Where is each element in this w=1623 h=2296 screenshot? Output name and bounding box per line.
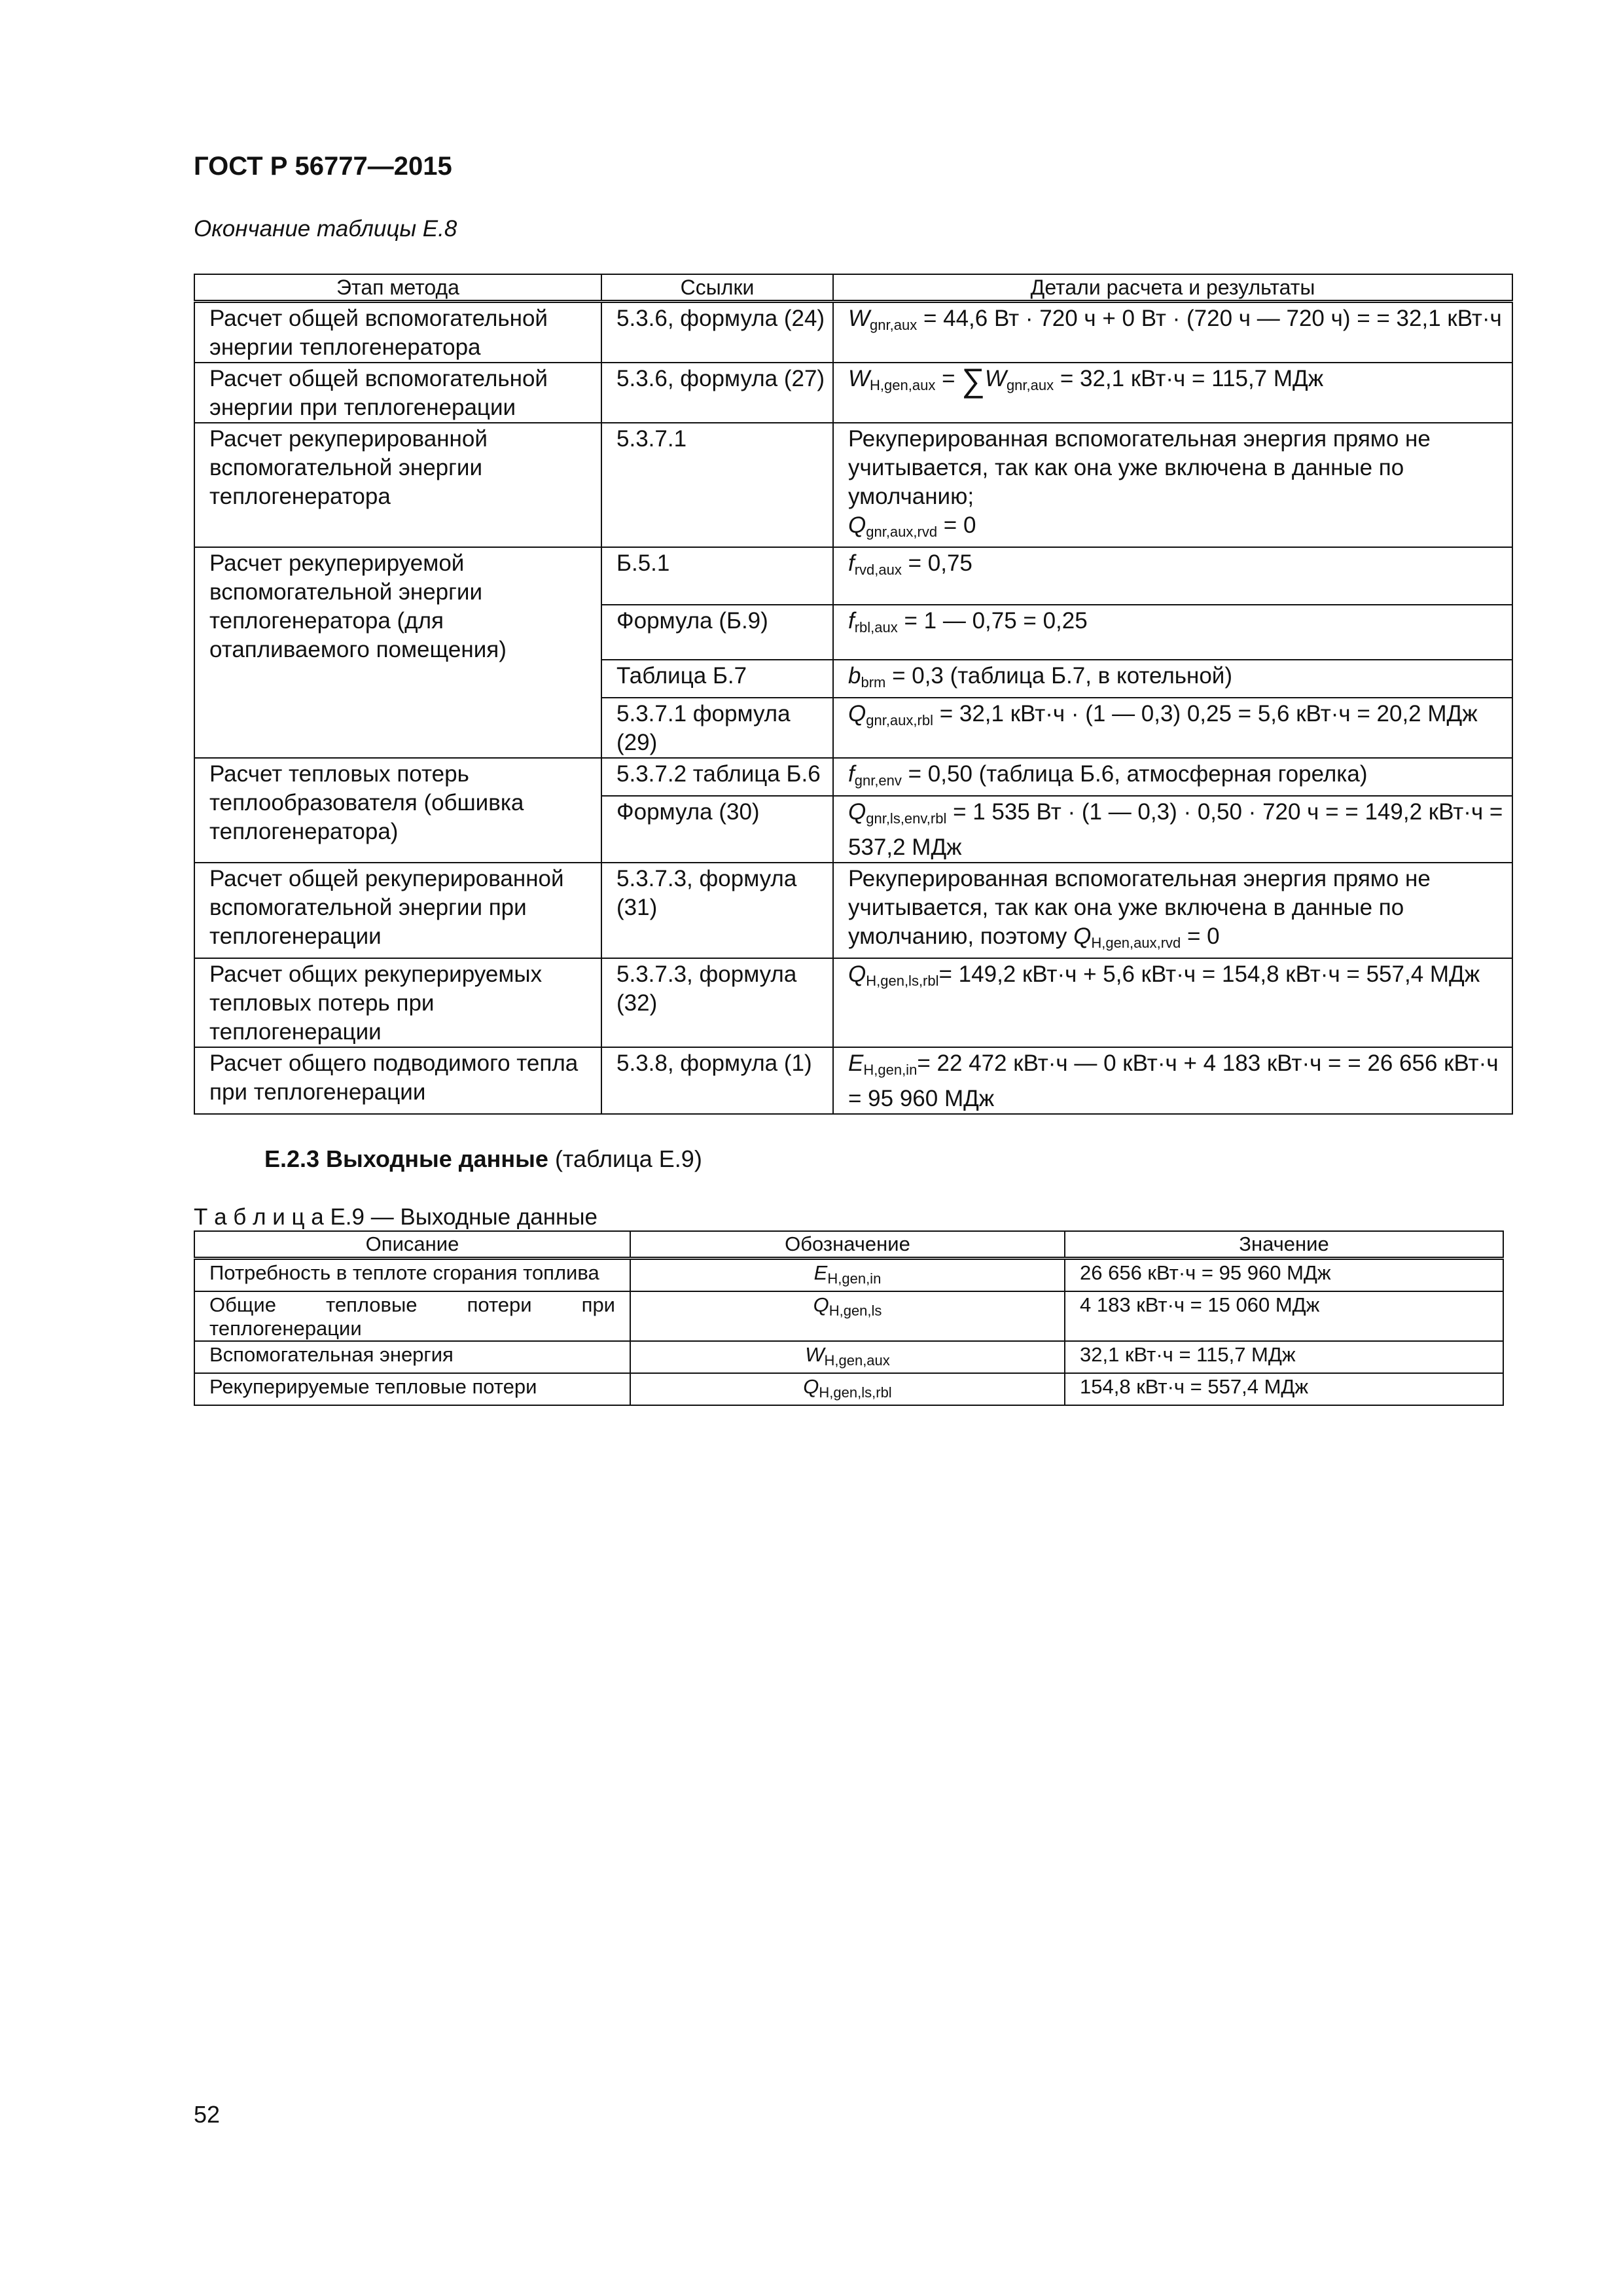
formula-subscript: gnr,aux,rbl	[866, 712, 933, 728]
details-cell	[833, 758, 1512, 796]
designation-cell	[630, 1259, 1065, 1292]
stage-cell: Расчет общих рекуперируемых тепловых потерь при теплогенерации	[194, 958, 601, 1047]
stage-cell: Расчет общей рекуперированной вспомогательной энергии при теплогенерации	[194, 863, 601, 958]
formula-symbol: Q	[803, 1375, 819, 1398]
table-row	[194, 363, 1512, 423]
ref-cell: 5.3.6, формула (24)	[601, 302, 833, 363]
formula-text: = 0,50 (таблица Б.6, атмосферная горелка)	[901, 761, 1368, 787]
table-row	[194, 958, 1512, 1047]
formula-text: = 149,2 кВт·ч + 5,6 кВт·ч = 154,8 кВт·ч = 557,4 МДж	[938, 961, 1480, 987]
details-cell	[833, 547, 1512, 605]
table-row	[194, 1047, 1512, 1114]
formula-symbol: E	[848, 1050, 864, 1076]
formula-symbol: E	[813, 1261, 828, 1284]
formula-symbol: W	[805, 1343, 825, 1366]
column-header-refs: Ссылки	[601, 274, 833, 302]
ref-cell: 5.3.7.3, формула (32)	[601, 958, 833, 1047]
details-cell	[833, 1047, 1512, 1114]
formula-text: = 0	[937, 512, 976, 538]
table-caption: Т а б л и ц а Е.9 — Выходные данные	[194, 1204, 597, 1230]
description-cell: Потребность в теплоте сгорания топлива	[194, 1259, 630, 1292]
value-cell: 4 183 кВт·ч = 15 060 МДж	[1065, 1291, 1503, 1341]
description-cell: Рекуперируемые тепловые потери	[194, 1373, 630, 1405]
formula-subscript: gnr,aux,rvd	[866, 524, 938, 540]
formula-symbol: W	[984, 366, 1007, 391]
details-cell	[833, 958, 1512, 1047]
formula-subscript: rbl,aux	[854, 619, 898, 636]
document-header: ГОСТ Р 56777—2015	[194, 152, 452, 181]
details-cell	[833, 605, 1512, 660]
formula-text: = 0	[1181, 924, 1220, 949]
stage-cell: Расчет общей вспомогательной энергии теплогенератора	[194, 302, 601, 363]
details-text: Рекуперированная вспомогательная энергия прямо не учитывается, так как она уже включена в данные по умолчанию;	[848, 426, 1431, 509]
designation-cell	[630, 1291, 1065, 1341]
table-continuation-label: Окончание таблицы Е.8	[194, 216, 457, 242]
designation-cell	[630, 1341, 1065, 1373]
column-header-description: Описание	[194, 1231, 630, 1259]
value-cell: 32,1 кВт·ч = 115,7 МДж	[1065, 1341, 1503, 1373]
stage-cell: Расчет общей вспомогательной энергии при теплогенерации	[194, 363, 601, 423]
formula-symbol: W	[848, 366, 870, 391]
formula-symbol: Q	[813, 1293, 829, 1316]
formula-subscript: rvd,aux	[854, 562, 902, 578]
ref-cell: 5.3.7.1	[601, 423, 833, 547]
details-cell	[833, 660, 1512, 698]
formula-subscript: H,gen,ls,rbl	[866, 973, 939, 989]
formula-subscript: gnr,aux	[870, 317, 918, 333]
table-row	[194, 1373, 1503, 1405]
table-row	[194, 1291, 1503, 1341]
formula-text: = 44,6 Вт · 720 ч + 0 Вт · (720 ч — 720 ч) = = 32,1 кВт·ч	[917, 306, 1502, 331]
details-cell	[833, 863, 1512, 958]
value-cell: 26 656 кВт·ч = 95 960 МДж	[1065, 1259, 1503, 1292]
section-heading	[264, 1145, 702, 1173]
table-row	[194, 863, 1512, 958]
formula-text: = 22 472 кВт·ч — 0 кВт·ч + 4 183 кВт·ч = = 26 656 кВт·ч = 95 960 МДж	[848, 1050, 1499, 1111]
table-row	[194, 423, 1512, 547]
ref-cell: 5.3.7.3, формула (31)	[601, 863, 833, 958]
formula-symbol: Q	[848, 701, 866, 726]
formula-symbol: Q	[848, 799, 866, 825]
sum-symbol: ∑	[961, 362, 985, 399]
formula-symbol: f	[848, 761, 855, 787]
designation-cell	[630, 1373, 1065, 1405]
formula-symbol: Q	[848, 512, 866, 538]
formula-subscript: gnr,aux	[1006, 377, 1054, 393]
details-cell	[833, 302, 1512, 363]
ref-cell: 5.3.8, формула (1)	[601, 1047, 833, 1114]
formula-subscript: brm	[861, 674, 886, 691]
stage-cell: Расчет общего подводимого тепла при теплогенерации	[194, 1047, 601, 1114]
stage-cell: Расчет тепловых потерь теплообразователя (обшивка теплогенератора)	[194, 758, 601, 863]
table-row	[194, 547, 1512, 605]
ref-cell: 5.3.7.2 таблица Б.6	[601, 758, 833, 796]
formula-subscript: gnr,env	[854, 772, 902, 789]
formula-text: = 0,75	[901, 550, 972, 576]
description-cell: Общие тепловые потери при теплогенерации	[194, 1291, 630, 1341]
formula-symbol: Q	[848, 961, 866, 987]
ref-cell: 5.3.6, формула (27)	[601, 363, 833, 423]
formula-subscript: H,gen,aux,rvd	[1091, 935, 1181, 951]
formula-symbol: f	[848, 608, 855, 634]
column-header-value: Значение	[1065, 1231, 1503, 1259]
table-header-row	[194, 1231, 1503, 1259]
formula-subscript: H,gen,in	[863, 1062, 918, 1078]
ref-cell: Б.5.1	[601, 547, 833, 605]
table-row	[194, 1341, 1503, 1373]
stage-cell: Расчет рекуперируемой вспомогательной энергии теплогенератора (для отапливаемого помещения)	[194, 547, 601, 758]
formula-subscript: H,gen,in	[827, 1270, 882, 1287]
ref-cell: Таблица Б.7	[601, 660, 833, 698]
table-row	[194, 1259, 1503, 1292]
formula-subscript: H,gen,ls,rbl	[819, 1384, 892, 1401]
formula-text: = 1 535 Вт · (1 — 0,3) · 0,50 · 720 ч = = 149,2 кВт·ч = 537,2 МДж	[848, 799, 1503, 860]
section-title: Е.2.3 Выходные данные	[264, 1145, 548, 1172]
formula-symbol: b	[848, 663, 861, 689]
formula-text: = 32,1 кВт·ч · (1 — 0,3) 0,25 = 5,6 кВт·ч = 20,2 МДж	[933, 701, 1478, 726]
formula-text: = 32,1 кВт·ч = 115,7 МДж	[1054, 366, 1324, 391]
column-header-details: Детали расчета и результаты	[833, 274, 1512, 302]
table-e8	[194, 274, 1513, 1115]
details-text: Рекуперированная вспомогательная энергия прямо не учитывается, так как она уже включена в данные по умолчанию, поэтому	[848, 866, 1431, 949]
stage-cell: Расчет рекуперированной вспомогательной энергии теплогенератора	[194, 423, 601, 547]
column-header-stage: Этап метода	[194, 274, 601, 302]
formula-subscript: H,gen,aux	[824, 1352, 890, 1369]
details-cell	[833, 423, 1512, 547]
formula-subscript: gnr,ls,env,rbl	[866, 810, 947, 827]
description-cell: Вспомогательная энергия	[194, 1341, 630, 1373]
table-row	[194, 302, 1512, 363]
ref-cell: 5.3.7.1 формула (29)	[601, 698, 833, 758]
table-header-row	[194, 274, 1512, 302]
formula-symbol: Q	[1073, 924, 1092, 949]
ref-cell: Формула (Б.9)	[601, 605, 833, 660]
details-cell	[833, 363, 1512, 423]
table-row	[194, 758, 1512, 796]
details-cell	[833, 796, 1512, 863]
section-table-ref: (таблица Е.9)	[548, 1145, 702, 1172]
formula-subscript: H,gen,aux	[870, 377, 936, 393]
formula-symbol: f	[848, 550, 855, 576]
ref-cell: Формула (30)	[601, 796, 833, 863]
formula-subscript: H,gen,ls	[829, 1302, 882, 1319]
column-header-designation: Обозначение	[630, 1231, 1065, 1259]
value-cell: 154,8 кВт·ч = 557,4 МДж	[1065, 1373, 1503, 1405]
formula-text: = 1 — 0,75 = 0,25	[897, 608, 1088, 634]
formula-equals: =	[935, 366, 962, 391]
formula-symbol: W	[848, 306, 870, 331]
details-cell	[833, 698, 1512, 758]
formula-text: = 0,3 (таблица Б.7, в котельной)	[885, 663, 1232, 689]
page-number: 52	[194, 2101, 221, 2128]
table-e9	[194, 1230, 1504, 1406]
